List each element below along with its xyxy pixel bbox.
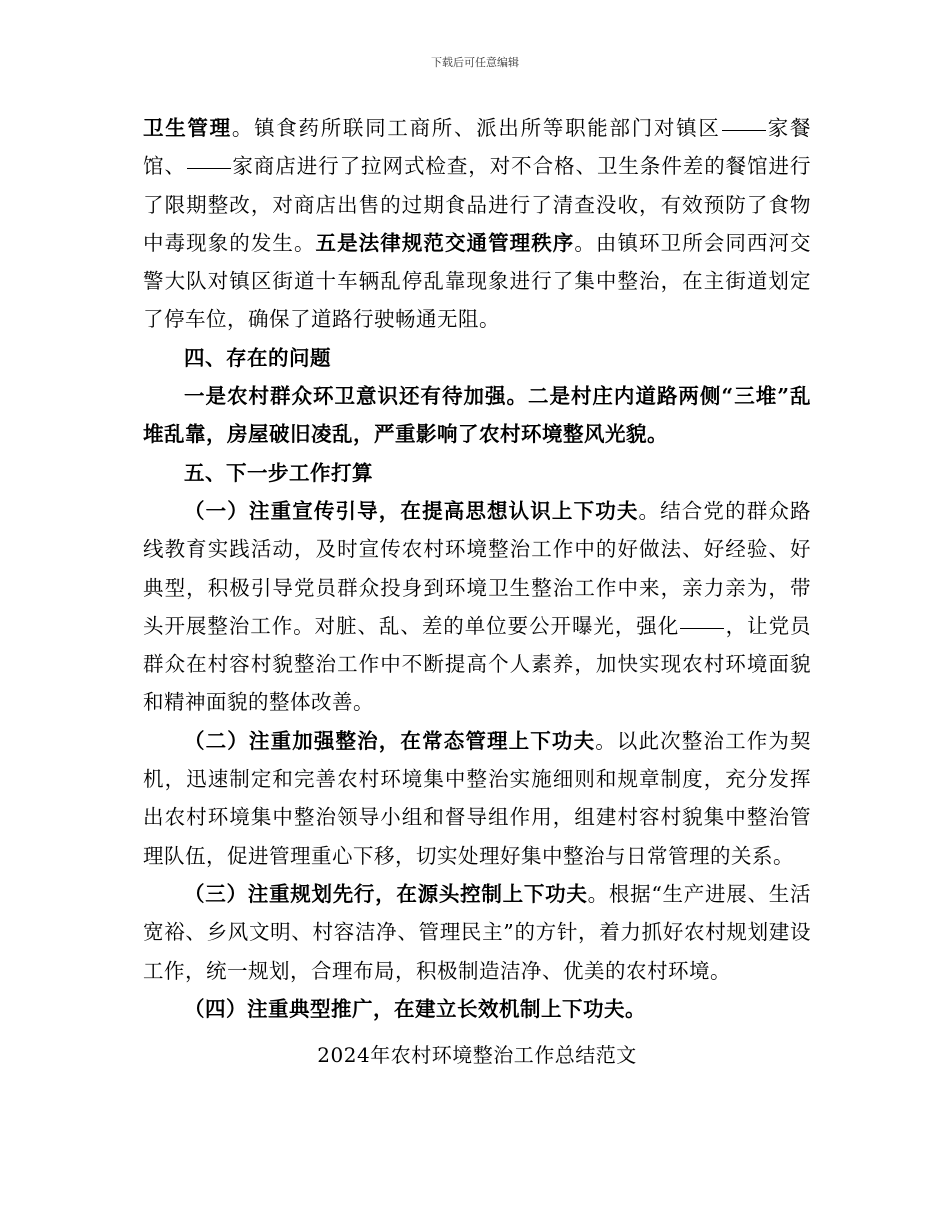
document-body: [143, 109, 811, 1074]
text-run: 。以此次整治工作为契机，迅速制定和完善农村环境集中整治实施细则和规章制度，充分发挥出农村环境集中整治领导小组和督导组作用，组建村容村貌集中整治管理队伍，促进管理重心下移，切实处理好集中整治与日常管理的关系。: [143, 728, 812, 868]
item-heading: （一）注重宣传引导，在提高思想认识上下功夫: [184, 498, 639, 523]
fill-blank: [722, 129, 766, 131]
page-header: 下载后可任意编辑: [431, 56, 519, 69]
text-run: 。结合党的群众路线教育实践活动，及时宣传农村环境整治工作中的好做法、好经验、好典型，积极引导党员群众投身到环境卫生整治工作中来，亲力亲为，带头开展整治工作。对脏、乱、差的单位要公开曝光，强化: [143, 498, 811, 638]
text-run: 家餐馆、: [143, 116, 812, 179]
section-heading-next-steps: 五、下一步工作打算: [184, 460, 373, 485]
text-run: ，让党员群众在村容村貌整治工作中不断提高个人素养，加快实现农村环境面貌和精神面貌的整体改善。: [143, 613, 812, 715]
paragraph-problems: 一是农村群众环卫意识还有待加强。二是村庄内道路两侧“三堆”乱堆乱靠，房屋破旧凌乱，严重影响了农村环境整风光貌。: [143, 384, 811, 447]
bold-phrase: 五是法律规范交通管理秩序: [315, 230, 575, 255]
section-heading-problems: 四、存在的问题: [184, 345, 331, 370]
paragraph-item-4: （四）注重典型推广，在建立长效机制上下功夫。: [184, 996, 646, 1021]
fill-blank: [187, 167, 231, 169]
text-run: 。由镇环卫所会同西河交警大队对镇区街道十车辆乱停乱靠现象进行了集中整治，在主街道划定了停车位，确保了道路行驶畅通无阻。: [143, 230, 812, 332]
paragraph-item-3: [143, 875, 811, 990]
text-run: 。镇食药所联同工商所、派出所等职能部门对镇区: [231, 116, 721, 140]
bold-phrase: 卫生管理: [143, 116, 232, 140]
paragraph-item-2: [143, 722, 811, 875]
text-run: 家商店进行了拉网式检查，对不合格、卫生条件差的餐馆进行了限期整改，对商店出售的过期食品进行了清查没收，有效预防了食物中毒现象的发生。: [143, 154, 812, 255]
paragraph-item-1: [143, 492, 811, 722]
item-heading: （三）注重规划先行，在源头控制上下功夫: [184, 881, 588, 906]
paragraph-sanitation: [143, 109, 811, 339]
fill-blank: [680, 627, 724, 629]
item-heading: （二）注重加强整治，在常态管理上下功夫: [184, 728, 596, 753]
text-run: 。根据“生产进展、生活宽裕、乡风文明、村容洁净、管理民主”的方针，着力抓好农村规划建设工作，统一规划，合理布局，积极制造洁净、优美的农村环境。: [143, 881, 812, 983]
document-title: 2024年农村环境整治工作总结范文: [317, 1043, 637, 1068]
